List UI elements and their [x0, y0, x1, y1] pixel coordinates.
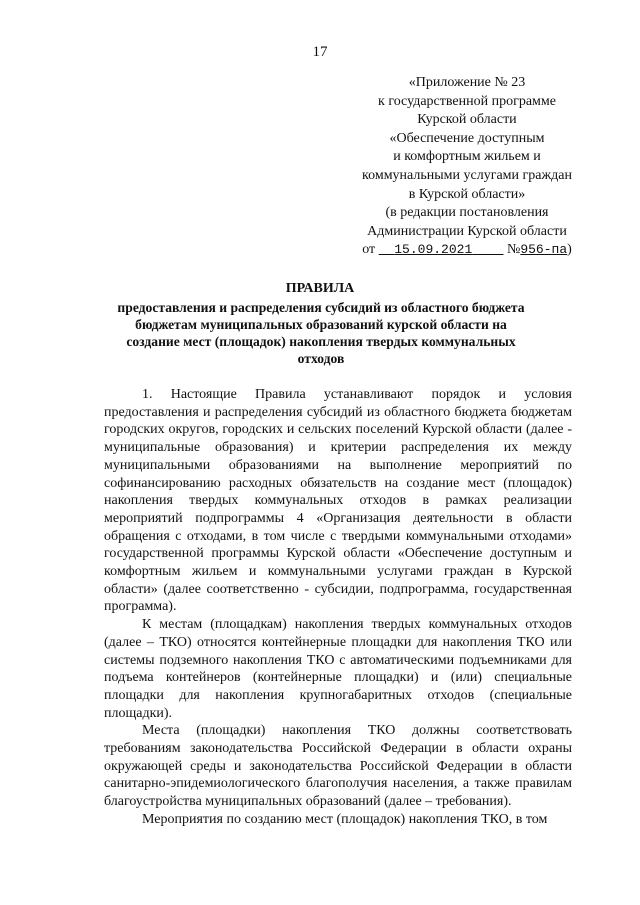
appendix-line: Курской области — [417, 112, 517, 128]
page-number: 17 — [312, 44, 328, 60]
body-text — [104, 386, 572, 829]
appendix-number: 956-па — [520, 242, 568, 258]
appendix-line: (в редакции постановления — [385, 205, 549, 221]
date-prefix: от — [362, 242, 376, 258]
appendix-line: Администрации Курской области — [367, 223, 567, 239]
paragraph: К местам (площадкам) накопления твердых коммунальных отходов (далее – ТКО) относятся контейнерные площадки для накопления ТКО или системы подземного накопления ТКО с автоматическими подъемниками для подъема контейнеров (контейнерные площадки) и (или) специальные площадки для накопления крупногабаритных отходов (специальные площадки). — [104, 617, 572, 721]
appendix-line: «Приложение № 23 — [408, 75, 526, 90]
document-title: ПРАВИЛА — [285, 281, 355, 296]
appendix-line: к государственной программе — [378, 93, 556, 109]
appendix-date: 15.09.2021 — [394, 242, 473, 258]
paragraph: 1. Настоящие Правила устанавливают порядок и условия предоставления и распределения субсидий из областного бюджета бюджетам городских округов, городских и сельских поселений Курской области (далее - муниципальные образования) и критерии распределения их между муниципальными образованиями на выполнение мероприятий по софинансированию расходных обязательств на создание мест (площадок) накопления твердых коммунальных отходов в рамках реализации мероприятий подпрограммы 4 «Организация деятельности в области обращения с отходами, в том числе с твердыми коммунальными отходами» государственной программы Курской области «Обеспечение доступным и комфортным жильем и коммунальными услугами граждан в Курской области» (далее соответственно - субсидии, подпрограмма, государственная программа). — [104, 387, 572, 615]
paragraph: Мероприятия по созданию мест (площадок) накопления ТКО, в том — [142, 811, 548, 827]
appendix-line: «Обеспечение доступным — [389, 130, 545, 146]
appendix-line: коммунальными услугами граждан — [362, 167, 572, 183]
paragraph: Места (площадки) накопления ТКО должны соответствовать требованиям законодательства Российской Федерации в области охраны окружающей среды и законодательства Российской Федерации в области санитарно-эпидемиологического благополучия населения, а также правилам благоустройства муниципальных образований (далее – требования). — [104, 723, 572, 810]
closing-bracket: ) — [567, 242, 572, 258]
appendix-block — [332, 74, 602, 260]
appendix-line: и комфортным жильем и — [393, 149, 541, 165]
number-prefix: № — [506, 242, 521, 258]
document-subtitle: предоставления и распределения субсидий из областного бюджета бюджетам муниципальных образований курской области на создание мест (площадок) накопления твердых коммунальных отходов — [117, 300, 525, 366]
appendix-line: в Курской области» — [408, 186, 526, 202]
appendix-date-line — [332, 241, 602, 260]
